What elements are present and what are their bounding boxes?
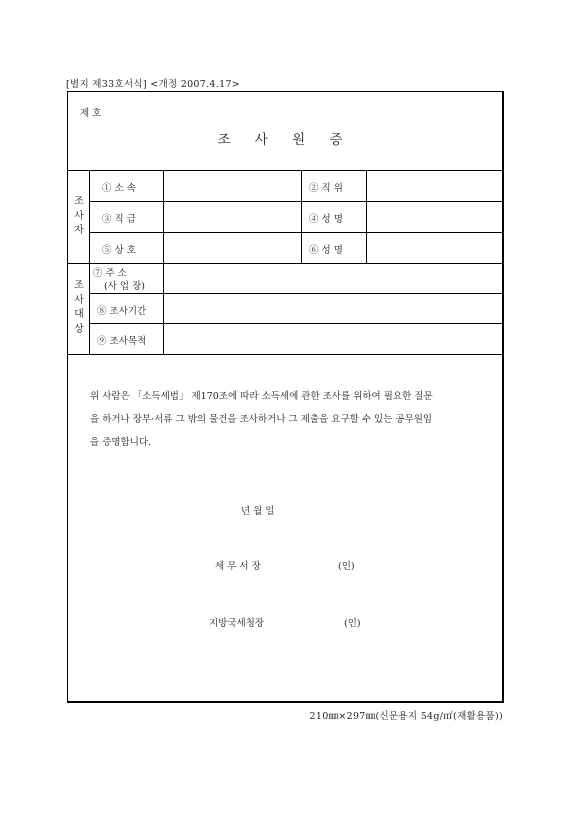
- business-name-value[interactable]: [164, 233, 301, 263]
- field-label-name: ④ 성 명: [309, 214, 343, 225]
- affiliation-value[interactable]: [164, 171, 301, 201]
- period-value[interactable]: [164, 294, 503, 323]
- purpose-value[interactable]: [164, 324, 503, 354]
- form-header-note: [별지 제33호서식] <개정 2007.4.17>: [66, 79, 241, 90]
- field-label-address-sub: (사 업 장): [104, 281, 145, 292]
- form-title: 조 사 원 증: [217, 132, 353, 148]
- address-value[interactable]: [164, 264, 503, 293]
- position-value[interactable]: [367, 171, 503, 201]
- field-label-representative-name: ⑥ 성 명: [309, 245, 343, 256]
- field-label-position: ② 직 위: [309, 183, 343, 194]
- field-label-period: ⑧ 조사기간: [97, 306, 147, 317]
- field-label-purpose: ⑨ 조사목적: [97, 336, 147, 347]
- tax-office-head-label: 세 무 서 장: [215, 561, 261, 572]
- certification-statement: 위 사람은 「소득세법」 제170조에 따라 소득세에 관한 조사를 위하여 필요한 질문 을 하거나 장부·서류 그 밖의 물건을 조사하거나 그 제출을 요구할 수 있는 공무원임 을 증명합니다.: [90, 391, 433, 448]
- name-value[interactable]: [367, 202, 503, 232]
- investigator-id-form: [67, 91, 504, 703]
- paper-spec-footer: 210㎜×297㎜(신문용지 54g/㎡(재활용품)): [309, 711, 503, 722]
- rank-value[interactable]: [164, 202, 301, 232]
- field-label-affiliation: ① 소 속: [102, 183, 136, 194]
- regional-tax-office-seal-mark: (인): [344, 618, 361, 629]
- regional-tax-office-head-label: 지방국세청장: [209, 618, 265, 629]
- section-divider: [68, 354, 502, 355]
- investigator-group-label: 조 사 자: [74, 196, 84, 236]
- document-number-label: 제 호: [80, 108, 102, 119]
- target-group-label: 조 사 대 상: [74, 280, 84, 335]
- middle-column-divider: [301, 170, 302, 263]
- field-label-rank: ③ 직 급: [102, 214, 136, 225]
- field-label-address: ⑦ 주 소: [93, 268, 127, 279]
- issue-date-line: 년 월 일: [241, 506, 275, 517]
- group-column-divider: [89, 170, 90, 354]
- representative-name-value[interactable]: [367, 233, 503, 263]
- tax-office-seal-mark: (인): [338, 561, 355, 572]
- field-label-business-name: ⑤ 상 호: [102, 245, 136, 256]
